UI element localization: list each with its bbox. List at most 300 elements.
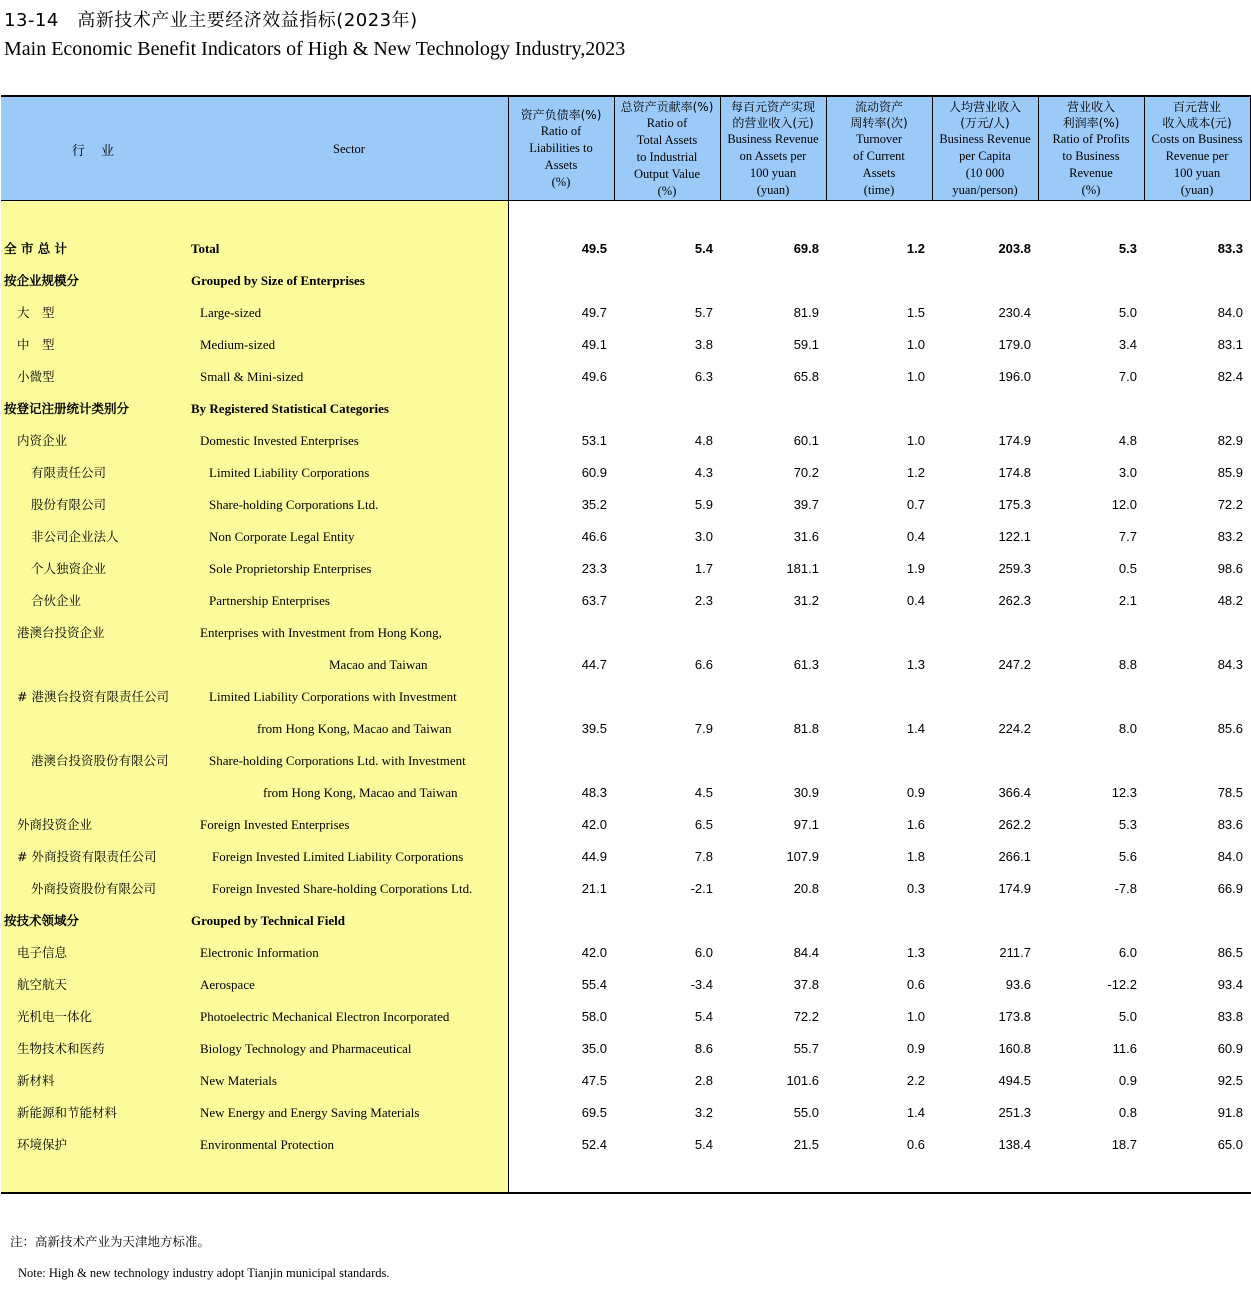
table-cell: 23.3 xyxy=(581,561,607,576)
row-label-en: Partnership Enterprises xyxy=(209,593,330,608)
table-cell: -3.4 xyxy=(690,977,713,992)
table-cell: 55.7 xyxy=(793,1041,819,1056)
header-sector-en: Sector xyxy=(333,141,365,156)
column-divider xyxy=(932,95,933,201)
table-row xyxy=(1,457,1251,489)
table-cell: 6.0 xyxy=(1118,945,1137,960)
table-cell: 1.2 xyxy=(906,465,925,480)
row-label-cn: # 港澳台投资有限责任公司 xyxy=(17,689,169,704)
header-en-text: per Capita xyxy=(959,149,1011,163)
table-cell: 0.9 xyxy=(906,785,925,800)
row-label-en: New Energy and Energy Saving Materials xyxy=(200,1105,420,1120)
table-cell: 1.5 xyxy=(906,305,925,320)
table-cell: 196.0 xyxy=(998,369,1031,384)
header-en-text: to Industrial xyxy=(636,149,698,164)
table-cell: 0.6 xyxy=(906,977,925,992)
table-cell: 21.5 xyxy=(793,1137,819,1152)
table-cell: 60.9 xyxy=(581,465,607,480)
table-cell: 160.8 xyxy=(998,1041,1031,1056)
table-cell: 49.5 xyxy=(581,241,607,256)
table-cell: 55.4 xyxy=(581,977,607,992)
table-cell: 70.2 xyxy=(793,465,819,480)
table-cell: 1.0 xyxy=(906,369,925,384)
table-cell: 65.0 xyxy=(1217,1137,1243,1152)
row-label-cn: 光机电一体化 xyxy=(17,1009,93,1024)
row-label-en: Non Corporate Legal Entity xyxy=(209,529,355,544)
table-cell: 262.3 xyxy=(998,593,1031,608)
table-cell: 6.0 xyxy=(694,945,713,960)
header-cn-text: 收入成本(元) xyxy=(1162,116,1232,130)
table-cell: 0.4 xyxy=(906,529,925,544)
table-row xyxy=(1,713,1251,745)
table-cell: 84.0 xyxy=(1217,305,1243,320)
table-cell: 5.4 xyxy=(694,241,713,256)
table-cell: -2.1 xyxy=(690,881,713,896)
row-label-en: Sole Proprietorship Enterprises xyxy=(209,561,372,576)
page-title-en: Main Economic Benefit Indicators of High & New Technology Industry,2023 xyxy=(4,38,626,60)
row-label-cn: 非公司企业法人 xyxy=(31,529,119,544)
table-cell: 31.2 xyxy=(793,593,819,608)
table-cell: 6.6 xyxy=(694,657,713,672)
row-label-en: Enterprises with Investment from Hong Kong, xyxy=(200,625,442,640)
table-cell: 224.2 xyxy=(998,721,1031,736)
row-label-cn: 外商投资股份有限公司 xyxy=(31,881,157,896)
table-cell: 83.2 xyxy=(1217,529,1243,544)
table-cell: 8.6 xyxy=(694,1041,713,1056)
table-cell: 35.2 xyxy=(581,497,607,512)
table-cell: 97.1 xyxy=(793,817,819,832)
table-row xyxy=(1,1129,1251,1161)
table-cell: 39.7 xyxy=(793,497,819,512)
table-cell: 174.9 xyxy=(998,433,1031,448)
header-column-3 xyxy=(720,97,826,201)
table-cell: 0.3 xyxy=(906,881,925,896)
table-cell: 85.6 xyxy=(1217,721,1243,736)
row-label-en: Electronic Information xyxy=(200,945,319,960)
table-cell: 0.4 xyxy=(906,593,925,608)
column-divider xyxy=(1144,95,1145,201)
row-label-en: Large-sized xyxy=(200,305,262,320)
table-cell: 2.1 xyxy=(1118,593,1137,608)
table-cell: 7.7 xyxy=(1118,529,1137,544)
table-cell: 1.6 xyxy=(906,817,925,832)
table-row xyxy=(1,329,1251,361)
table-cell: 60.1 xyxy=(793,433,819,448)
table-cell: 1.3 xyxy=(906,945,925,960)
header-cn-text: 总资产贡献率(%) xyxy=(620,99,714,114)
table-cell: 83.8 xyxy=(1217,1009,1243,1024)
table-cell: 0.9 xyxy=(906,1041,925,1056)
table-row xyxy=(1,393,1251,425)
table-row xyxy=(1,905,1251,937)
table-cell: 4.3 xyxy=(694,465,713,480)
table-row xyxy=(1,841,1251,873)
header-en-text: Ratio of Profits xyxy=(1052,132,1130,146)
row-label-en: Grouped by Size of Enterprises xyxy=(191,273,365,288)
row-label-en: Environmental Protection xyxy=(200,1137,334,1152)
header-en-text: Total Assets xyxy=(636,132,698,147)
table-cell: 266.1 xyxy=(998,849,1031,864)
table-cell: 174.9 xyxy=(998,881,1031,896)
table-cell: 0.6 xyxy=(906,1137,925,1152)
table-row xyxy=(1,873,1251,905)
table-row xyxy=(1,745,1251,777)
table-bottom-rule xyxy=(1,1192,1251,1194)
row-label-cn: 电子信息 xyxy=(17,945,68,960)
row-label-cn: 合伙企业 xyxy=(31,593,82,608)
header-en-text: (time) xyxy=(863,183,895,197)
header-en-text: on Assets per xyxy=(739,149,807,163)
table-cell: 0.9 xyxy=(1118,1073,1137,1088)
row-label-cn: 航空航天 xyxy=(17,977,68,992)
table-cell: 12.0 xyxy=(1111,497,1137,512)
header-en-text: Ratio of xyxy=(540,124,582,138)
table-row xyxy=(1,777,1251,809)
header-en-text: (yuan) xyxy=(1180,183,1214,197)
header-cn-text: 利润率(%) xyxy=(1062,116,1120,130)
table-cell: 82.4 xyxy=(1217,369,1243,384)
table-cell: 2.8 xyxy=(694,1073,713,1088)
row-label-en: Foreign Invested Enterprises xyxy=(200,817,350,832)
column-divider xyxy=(720,95,721,201)
table-cell: 2.2 xyxy=(906,1073,925,1088)
table-row xyxy=(1,361,1251,393)
header-en-text: Output Value xyxy=(633,166,701,181)
table-cell: 18.7 xyxy=(1111,1137,1137,1152)
row-label-en: Medium-sized xyxy=(200,337,276,352)
row-label-cn: 环境保护 xyxy=(17,1137,68,1152)
header-column-7 xyxy=(1144,97,1250,201)
table-cell: 11.6 xyxy=(1112,1041,1137,1056)
header-column-4 xyxy=(826,97,932,201)
table-cell: 3.0 xyxy=(694,529,713,544)
header-en-text: Revenue per xyxy=(1165,149,1229,163)
header-column-5 xyxy=(932,97,1038,201)
row-label-cn: 港澳台投资股份有限公司 xyxy=(31,753,169,768)
row-label-en: By Registered Statistical Categories xyxy=(191,401,389,416)
table-cell: 0.5 xyxy=(1118,561,1137,576)
table-cell: 247.2 xyxy=(998,657,1031,672)
table-cell: 92.5 xyxy=(1217,1073,1243,1088)
table-cell: 1.2 xyxy=(906,241,925,256)
table-cell: 46.6 xyxy=(581,529,607,544)
table-cell: 21.1 xyxy=(581,881,607,896)
header-column-1 xyxy=(508,97,614,201)
table-cell: 85.9 xyxy=(1217,465,1243,480)
table-cell: 48.2 xyxy=(1217,593,1243,608)
table-cell: 63.7 xyxy=(581,593,607,608)
table-cell: 98.6 xyxy=(1217,561,1243,576)
header-en-text: Assets xyxy=(862,166,896,180)
header-en-text: Business Revenue xyxy=(727,132,819,146)
table-cell: 5.0 xyxy=(1118,1009,1137,1024)
table-cell: 7.0 xyxy=(1118,369,1137,384)
table-cell: 58.0 xyxy=(581,1009,607,1024)
row-label-cn: 全 市 总 计 xyxy=(4,241,68,256)
table-cell: 48.3 xyxy=(581,785,607,800)
column-divider xyxy=(1038,95,1039,201)
table-cell: 1.8 xyxy=(906,849,925,864)
table-cell: 84.4 xyxy=(793,945,819,960)
row-label-cn: 有限责任公司 xyxy=(31,465,107,480)
table-row xyxy=(1,969,1251,1001)
table-cell: 175.3 xyxy=(998,497,1031,512)
table-cell: 83.6 xyxy=(1217,817,1243,832)
table-cell: 3.4 xyxy=(1118,337,1137,352)
table-row xyxy=(1,1033,1251,1065)
table-row xyxy=(1,681,1251,713)
table-cell: 44.7 xyxy=(581,657,607,672)
header-en-text: 100 yuan xyxy=(1173,166,1221,180)
table-cell: 83.3 xyxy=(1217,241,1243,256)
table-cell: 84.3 xyxy=(1217,657,1243,672)
row-label-cn: 大 型 xyxy=(17,305,55,320)
table-cell: 179.0 xyxy=(998,337,1031,352)
row-label-en: Small & Mini-sized xyxy=(200,369,304,384)
table-cell: 5.3 xyxy=(1118,241,1137,256)
table-cell: 47.5 xyxy=(581,1073,607,1088)
row-label-cn: 港澳台投资企业 xyxy=(17,625,105,640)
table-cell: 82.9 xyxy=(1217,433,1243,448)
table-cell: 78.5 xyxy=(1217,785,1243,800)
table-cell: 173.8 xyxy=(998,1009,1031,1024)
indicator-table xyxy=(1,95,1251,1193)
table-row xyxy=(1,265,1251,297)
table-row xyxy=(1,1001,1251,1033)
row-label-cn: 股份有限公司 xyxy=(31,497,107,512)
header-cn-text: 周转率(次) xyxy=(850,116,908,130)
table-cell: 1.7 xyxy=(694,561,713,576)
table-cell: 81.9 xyxy=(793,305,819,320)
header-cn-text: 营业收入 xyxy=(1066,100,1115,114)
table-cell: 174.8 xyxy=(998,465,1031,480)
row-label-en: Limited Liability Corporations with Investment xyxy=(209,689,457,704)
table-row xyxy=(1,1097,1251,1129)
table-cell: 8.8 xyxy=(1118,657,1137,672)
table-cell: 1.4 xyxy=(906,721,925,736)
row-label-en: Foreign Invested Share-holding Corporations Ltd. xyxy=(212,881,473,896)
row-label-en: Photoelectric Mechanical Electron Incorporated xyxy=(200,1009,450,1024)
table-cell: 42.0 xyxy=(581,945,607,960)
table-cell: 0.8 xyxy=(1118,1105,1137,1120)
table-cell: 83.1 xyxy=(1217,337,1243,352)
table-cell: 35.0 xyxy=(581,1041,607,1056)
row-label-cn: 按企业规模分 xyxy=(4,273,80,288)
table-row xyxy=(1,521,1251,553)
row-label-en: Aerospace xyxy=(200,977,255,992)
header-en-text: (yuan) xyxy=(756,183,790,197)
row-label-cn: 中 型 xyxy=(17,337,55,352)
table-cell: 7.9 xyxy=(694,721,713,736)
table-cell: 93.4 xyxy=(1217,977,1243,992)
table-cell: -12.2 xyxy=(1107,977,1137,992)
row-label-en: from Hong Kong, Macao and Taiwan xyxy=(263,785,458,800)
table-cell: 5.0 xyxy=(1118,305,1137,320)
table-cell: 101.6 xyxy=(786,1073,819,1088)
table-row xyxy=(1,649,1251,681)
table-cell: 4.5 xyxy=(694,785,713,800)
column-divider xyxy=(826,95,827,201)
table-cell: 60.9 xyxy=(1217,1041,1243,1056)
row-label-cn: # 外商投资有限责任公司 xyxy=(17,849,157,864)
table-cell: 230.4 xyxy=(998,305,1031,320)
row-label-cn: 个人独资企业 xyxy=(31,561,107,576)
header-cn-text: 百元营业 xyxy=(1172,100,1221,114)
row-label-en: Macao and Taiwan xyxy=(329,657,428,672)
table-cell: 181.1 xyxy=(786,561,819,576)
row-label-cn: 按登记注册统计类别分 xyxy=(4,401,130,416)
column-divider xyxy=(508,95,509,1192)
table-cell: 366.4 xyxy=(998,785,1031,800)
table-cell: 65.8 xyxy=(793,369,819,384)
header-en-text: (%) xyxy=(1081,183,1101,197)
table-cell: 31.6 xyxy=(793,529,819,544)
row-label-en: Limited Liability Corporations xyxy=(209,465,370,480)
table-cell: 1.3 xyxy=(906,657,925,672)
header-en-text: to Business xyxy=(1062,149,1120,163)
table-row xyxy=(1,233,1251,265)
table-cell: 3.0 xyxy=(1118,465,1137,480)
table-cell: 4.8 xyxy=(694,433,713,448)
table-cell: 1.0 xyxy=(906,1009,925,1024)
row-label-en: Domestic Invested Enterprises xyxy=(200,433,359,448)
table-cell: 69.8 xyxy=(793,241,819,256)
table-cell: 37.8 xyxy=(793,977,819,992)
header-cn-text: 人均营业收入 xyxy=(948,100,1021,114)
header-en-text: Revenue xyxy=(1069,166,1113,180)
row-label-en: Biology Technology and Pharmaceutical xyxy=(200,1041,412,1056)
header-en-text: Assets xyxy=(544,158,578,172)
table-cell: 5.4 xyxy=(694,1137,713,1152)
table-cell: 138.4 xyxy=(998,1137,1031,1152)
table-row xyxy=(1,585,1251,617)
row-label-cn: 新材料 xyxy=(17,1073,55,1088)
table-cell: 211.7 xyxy=(999,945,1031,960)
table-row xyxy=(1,937,1251,969)
table-row xyxy=(1,1065,1251,1097)
row-label-cn: 小微型 xyxy=(17,369,55,384)
row-label-en: Total xyxy=(191,241,220,256)
table-cell: 122.1 xyxy=(998,529,1031,544)
header-column-2 xyxy=(614,97,720,201)
table-cell: 5.9 xyxy=(694,497,713,512)
table-cell: 69.5 xyxy=(581,1105,607,1120)
table-cell: 72.2 xyxy=(793,1009,819,1024)
footnote-cn: 注：高新技术产业为天津地方标准。 xyxy=(10,1234,211,1249)
table-cell: 44.9 xyxy=(581,849,607,864)
table-cell: 8.0 xyxy=(1118,721,1137,736)
header-en-text: Ratio of xyxy=(646,115,688,130)
header-column-6 xyxy=(1038,97,1144,201)
page-title-cn: 13-14 高新技术产业主要经济效益指标(2023年) xyxy=(4,10,418,31)
row-label-cn: 新能源和节能材料 xyxy=(17,1105,118,1120)
table-cell: 49.7 xyxy=(581,305,607,320)
header-en-text: Costs on Business xyxy=(1151,132,1243,146)
table-cell: 49.1 xyxy=(581,337,607,352)
table-cell: 1.9 xyxy=(906,561,925,576)
table-row xyxy=(1,617,1251,649)
table-cell: 30.9 xyxy=(793,785,819,800)
header-en-text: Liabilities to xyxy=(529,141,593,155)
table-cell: 5.6 xyxy=(1118,849,1137,864)
table-cell: 251.3 xyxy=(998,1105,1031,1120)
row-label-en: New Materials xyxy=(200,1073,277,1088)
table-cell: 72.2 xyxy=(1217,497,1243,512)
row-label-cn: 按技术领域分 xyxy=(4,913,80,928)
row-label-cn: 内资企业 xyxy=(17,433,68,448)
table-cell: 39.5 xyxy=(581,721,607,736)
header-en-text: Turnover xyxy=(855,132,903,146)
table-cell: 3.2 xyxy=(694,1105,713,1120)
table-cell: 107.9 xyxy=(786,849,819,864)
header-en-text: Business Revenue xyxy=(939,132,1031,146)
header-en-text: (%) xyxy=(657,183,677,198)
row-label-en: from Hong Kong, Macao and Taiwan xyxy=(257,721,452,736)
header-en-text: (%) xyxy=(551,175,571,189)
table-cell: 66.9 xyxy=(1217,881,1243,896)
table-cell: 53.1 xyxy=(581,433,607,448)
table-row xyxy=(1,425,1251,457)
header-cn-text: 资产负债率(%) xyxy=(520,108,602,122)
header-cn-text: 流动资产 xyxy=(854,100,903,114)
row-label-en: Share-holding Corporations Ltd. with Investment xyxy=(209,753,466,768)
table-cell: -7.8 xyxy=(1114,881,1137,896)
table-cell: 203.8 xyxy=(998,241,1031,256)
table-cell: 1.0 xyxy=(906,337,925,352)
table-cell: 61.3 xyxy=(793,657,819,672)
header-sector-cn: 行 业 xyxy=(71,143,121,159)
table-cell: 42.0 xyxy=(581,817,607,832)
row-label-en: Share-holding Corporations Ltd. xyxy=(209,497,379,512)
footnote-en: Note: High & new technology industry adopt Tianjin municipal standards. xyxy=(18,1266,390,1280)
table-cell: 20.8 xyxy=(793,881,819,896)
table-cell: 6.5 xyxy=(694,817,713,832)
table-cell: 55.0 xyxy=(793,1105,819,1120)
row-label-en: Foreign Invested Limited Liability Corporations xyxy=(212,849,464,864)
header-cn-text: (万元/人) xyxy=(960,116,1010,130)
table-row xyxy=(1,297,1251,329)
table-cell: 91.8 xyxy=(1217,1105,1243,1120)
table-cell: 5.7 xyxy=(694,305,713,320)
table-cell: 59.1 xyxy=(793,337,819,352)
table-cell: 5.3 xyxy=(1118,817,1137,832)
table-cell: 52.4 xyxy=(581,1137,607,1152)
row-label-cn: 生物技术和医药 xyxy=(17,1041,105,1056)
header-cn-text: 每百元资产实现 xyxy=(730,100,815,114)
table-cell: 6.3 xyxy=(694,369,713,384)
table-cell: 1.4 xyxy=(906,1105,925,1120)
table-cell: 93.6 xyxy=(1005,977,1031,992)
table-cell: 0.7 xyxy=(906,497,925,512)
header-en-text: yuan/person) xyxy=(952,183,1018,197)
table-row xyxy=(1,553,1251,585)
table-cell: 262.2 xyxy=(998,817,1031,832)
row-label-en: Grouped by Technical Field xyxy=(191,913,345,928)
table-cell: 1.0 xyxy=(906,433,925,448)
table-cell: 7.8 xyxy=(694,849,713,864)
table-row xyxy=(1,489,1251,521)
table-cell: 5.4 xyxy=(694,1009,713,1024)
column-divider xyxy=(614,95,615,201)
table-row xyxy=(1,809,1251,841)
table-cell: 86.5 xyxy=(1217,945,1243,960)
header-en-text: 100 yuan xyxy=(749,166,797,180)
header-en-text: (10 000 xyxy=(965,166,1005,180)
table-cell: 3.8 xyxy=(694,337,713,352)
table-cell: 84.0 xyxy=(1217,849,1243,864)
table-cell: 2.3 xyxy=(694,593,713,608)
table-cell: 4.8 xyxy=(1118,433,1137,448)
